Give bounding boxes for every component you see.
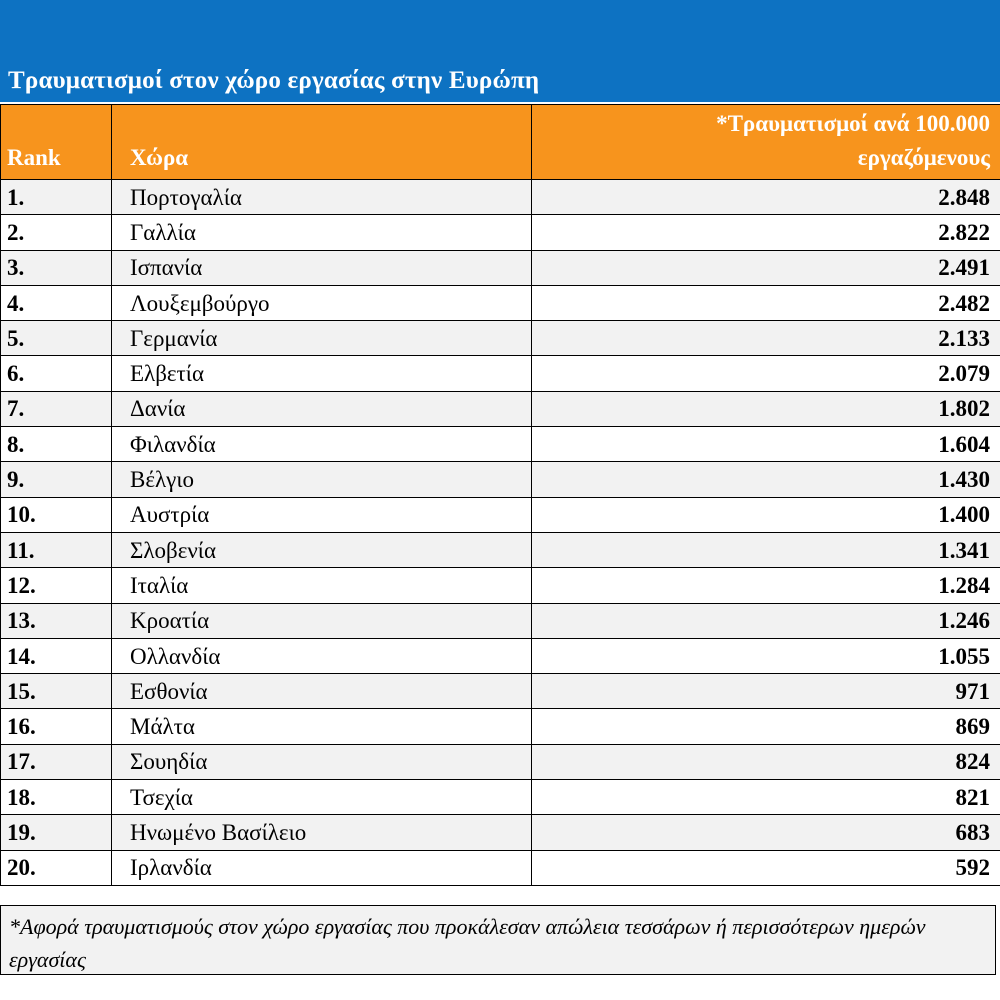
value-cell: 1.430 — [532, 462, 1000, 497]
value-cell: 2.133 — [532, 321, 1000, 356]
country-cell: Βέλγιο — [112, 462, 532, 497]
country-cell: Ελβετία — [112, 356, 532, 391]
rank-cell: 9. — [1, 462, 112, 497]
table-body — [1, 180, 1000, 886]
country-cell: Γερμανία — [112, 321, 532, 356]
country-cell: Γαλλία — [112, 215, 532, 250]
value-cell: 1.604 — [532, 427, 1000, 462]
table-row — [1, 285, 1000, 320]
value-cell: 683 — [532, 815, 1000, 850]
rank-cell: 12. — [1, 568, 112, 603]
rank-cell: 2. — [1, 215, 112, 250]
rank-cell: 3. — [1, 250, 112, 285]
value-cell: 1.341 — [532, 532, 1000, 567]
table-row — [1, 744, 1000, 779]
country-cell: Ιταλία — [112, 568, 532, 603]
country-cell: Πορτογαλία — [112, 180, 532, 215]
table-row — [1, 250, 1000, 285]
title-bar — [0, 0, 1000, 102]
rank-cell: 16. — [1, 709, 112, 744]
table-row — [1, 709, 1000, 744]
rank-cell: 14. — [1, 638, 112, 673]
table-row — [1, 180, 1000, 215]
value-cell: 1.400 — [532, 497, 1000, 532]
value-cell: 1.055 — [532, 638, 1000, 673]
table-row — [1, 356, 1000, 391]
rank-cell: 17. — [1, 744, 112, 779]
country-cell: Ισπανία — [112, 250, 532, 285]
rank-cell: 6. — [1, 356, 112, 391]
rank-cell: 5. — [1, 321, 112, 356]
table-row — [1, 427, 1000, 462]
table-row — [1, 674, 1000, 709]
country-cell: Μάλτα — [112, 709, 532, 744]
country-cell: Δανία — [112, 391, 532, 426]
table-row — [1, 321, 1000, 356]
table-row — [1, 815, 1000, 850]
value-cell: 971 — [532, 674, 1000, 709]
table-row — [1, 462, 1000, 497]
value-cell: 821 — [532, 780, 1000, 815]
rank-cell: 1. — [1, 180, 112, 215]
country-cell: Ηνωμένο Βασίλειο — [112, 815, 532, 850]
country-cell: Λουξεμβούργο — [112, 285, 532, 320]
table-row — [1, 497, 1000, 532]
rank-cell: 8. — [1, 427, 112, 462]
footnote: *Αφορά τραυματισμούς στον χώρο εργασίας που προκάλεσαν απώλεια τεσσάρων ή περισσότερων ημερών εργασίας — [0, 905, 996, 975]
table-row — [1, 568, 1000, 603]
rank-cell: 19. — [1, 815, 112, 850]
value-cell: 824 — [532, 744, 1000, 779]
country-cell: Τσεχία — [112, 780, 532, 815]
table-row — [1, 603, 1000, 638]
value-cell: 592 — [532, 850, 1000, 885]
rank-cell: 4. — [1, 285, 112, 320]
country-cell: Φιλανδία — [112, 427, 532, 462]
rank-cell: 10. — [1, 497, 112, 532]
table-row — [1, 532, 1000, 567]
page-title: Τραυματισμοί στον χώρο εργασίας στην Ευρώπη — [8, 67, 540, 94]
value-cell: 2.491 — [532, 250, 1000, 285]
value-cell: 2.079 — [532, 356, 1000, 391]
injuries-table — [0, 104, 1000, 886]
table-row — [1, 780, 1000, 815]
rank-cell: 20. — [1, 850, 112, 885]
country-cell: Σλοβενία — [112, 532, 532, 567]
rank-cell: 11. — [1, 532, 112, 567]
table-row — [1, 850, 1000, 885]
table-row — [1, 391, 1000, 426]
header-value: *Τραυματισμοί ανά 100.000 εργαζόμενους — [532, 105, 1000, 180]
country-cell: Κροατία — [112, 603, 532, 638]
value-cell: 869 — [532, 709, 1000, 744]
value-cell: 2.822 — [532, 215, 1000, 250]
rank-cell: 18. — [1, 780, 112, 815]
table-header-row — [1, 105, 1000, 180]
rank-cell: 7. — [1, 391, 112, 426]
country-cell: Αυστρία — [112, 497, 532, 532]
header-rank: Rank — [1, 105, 112, 180]
header-country: Χώρα — [112, 105, 532, 180]
table-row — [1, 638, 1000, 673]
value-cell: 2.482 — [532, 285, 1000, 320]
rank-cell: 15. — [1, 674, 112, 709]
country-cell: Εσθονία — [112, 674, 532, 709]
value-cell: 1.246 — [532, 603, 1000, 638]
rank-cell: 13. — [1, 603, 112, 638]
value-cell: 1.802 — [532, 391, 1000, 426]
table-row — [1, 215, 1000, 250]
country-cell: Ολλανδία — [112, 638, 532, 673]
country-cell: Ιρλανδία — [112, 850, 532, 885]
value-cell: 2.848 — [532, 180, 1000, 215]
value-cell: 1.284 — [532, 568, 1000, 603]
country-cell: Σουηδία — [112, 744, 532, 779]
